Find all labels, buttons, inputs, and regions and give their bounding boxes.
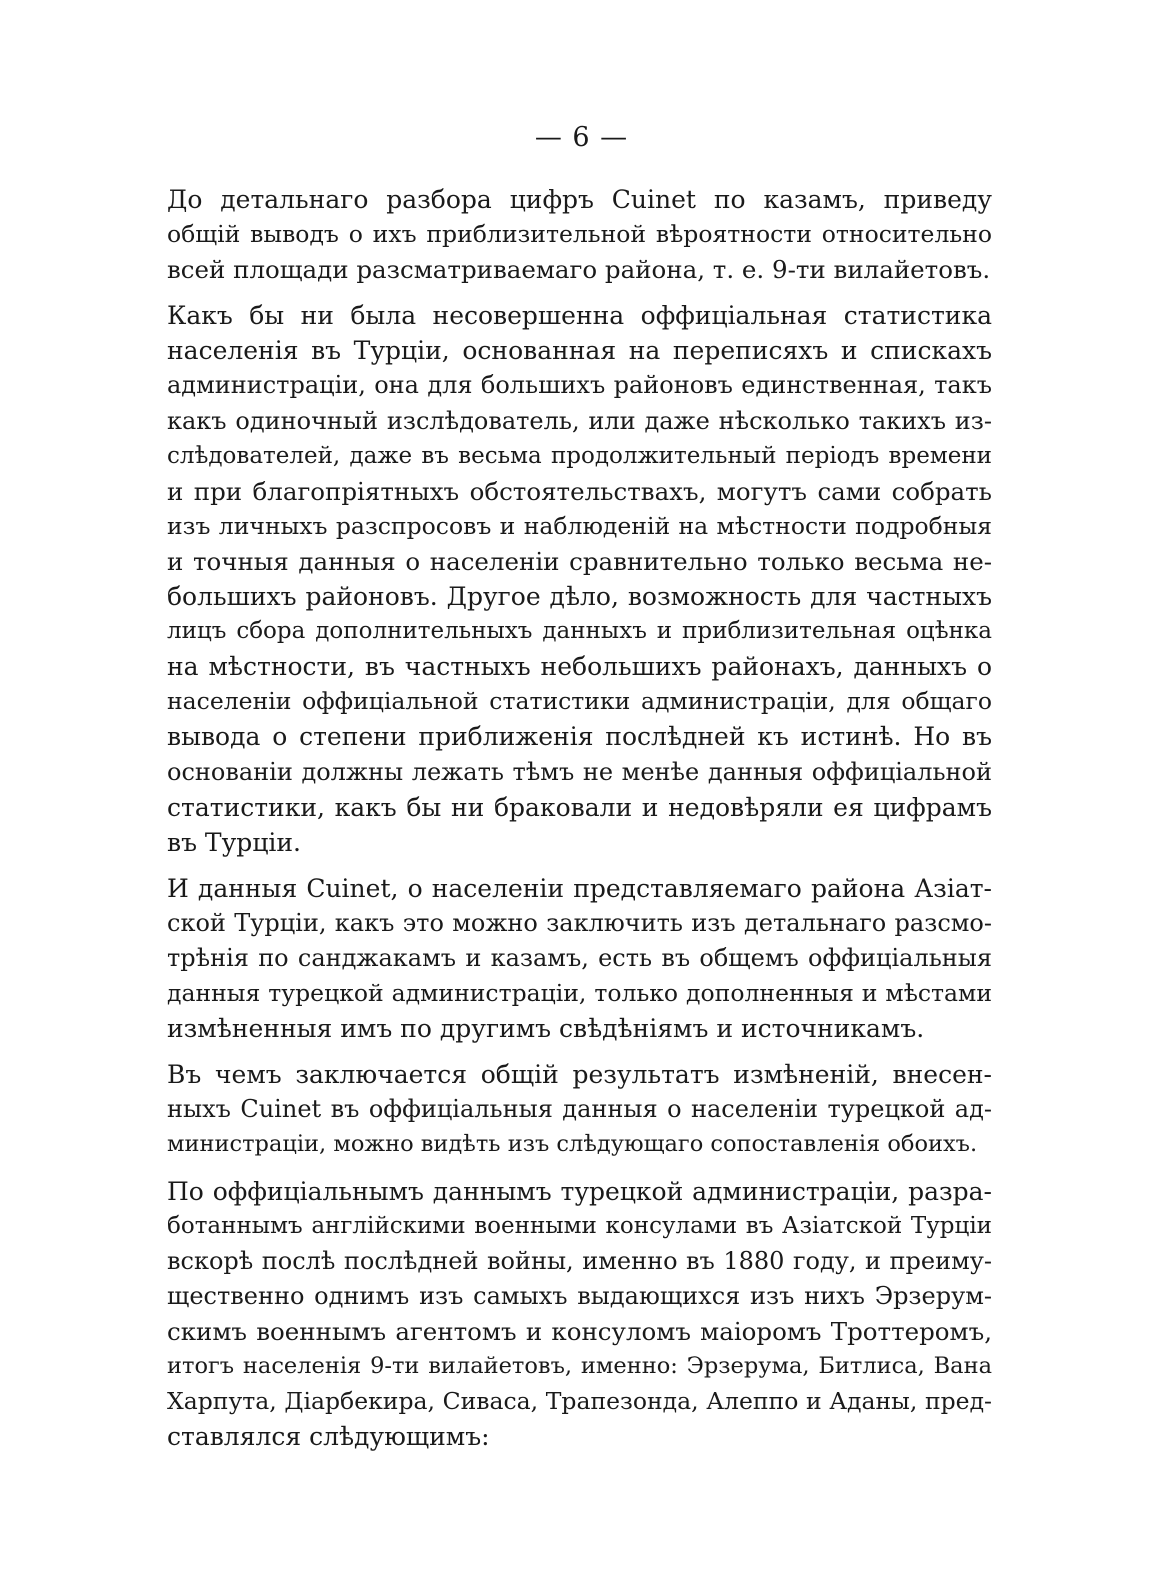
paragraph-1 xyxy=(167,182,992,287)
text-line: большихъ районовъ. Другое дѣло, возможность для частныхъ xyxy=(167,582,992,612)
text-line: скимъ военнымъ агентомъ и консуломъ маіоромъ Троттеромъ, xyxy=(167,1316,992,1346)
text-line: слѣдователей, даже въ весьма продолжительный періодъ времени xyxy=(167,442,992,469)
text-line: И данныя Cuinet, о населеніи представляемаго района Азіат- xyxy=(167,873,992,903)
text-line: ской Турціи, какъ это можно заключить изъ детальнаго разсмо- xyxy=(167,908,992,937)
text-line: Въ чемъ заключается общій результатъ измѣненій, внесен- xyxy=(167,1060,992,1090)
paragraph-5 xyxy=(167,1174,992,1455)
text-line: Какъ бы ни была несовершенна оффиціальная статистика xyxy=(167,301,992,331)
text-line: По оффиціальнымъ даннымъ турецкой администраціи, разра- xyxy=(167,1176,992,1206)
text-line: До детальнаго разбора цифръ Cuinet по казамъ, приведу xyxy=(167,185,992,214)
text-line: данныя турецкой администраціи, только дополненныя и мѣстами xyxy=(167,979,992,1008)
text-line: ботаннымъ англійскими военными консулами въ Азіатской Турціи xyxy=(167,1212,992,1239)
text-line: итогъ населенія 9-ти вилайетовъ, именно: Эрзерума, Битлиса, Вана xyxy=(167,1353,992,1379)
text-line: и при благопріятныхъ обстоятельствахъ, могутъ сами собрать xyxy=(167,476,992,506)
text-line: Харпута, Діарбекира, Сиваса, Трапезонда, Алеппо и Аданы, пред- xyxy=(167,1387,992,1416)
text-line: ставлялся слѣдующимъ: xyxy=(167,1422,490,1452)
text-line: на мѣстности, въ частныхъ небольшихъ районахъ, данныхъ о xyxy=(167,652,992,682)
text-line: трѣнія по санджакамъ и казамъ, есть въ общемъ оффиціальныя xyxy=(167,943,992,972)
text-line: вывода о степени приближенія послѣдней къ истинѣ. Но въ xyxy=(167,722,992,752)
text-line: общій выводъ о ихъ приблизительной вѣроятности относительно xyxy=(167,220,992,249)
body-text xyxy=(167,182,992,1465)
text-line: щественно однимъ изъ самыхъ выдающихся изъ нихъ Эрзерум- xyxy=(167,1281,992,1310)
page-number: — 6 — xyxy=(534,122,629,153)
text-line: какъ одиночный изслѣдователь, или даже нѣсколько такихъ из- xyxy=(167,406,992,435)
text-line: изъ личныхъ разспросовъ и наблюденій на мѣстности подробныя xyxy=(167,511,992,540)
text-line: основаніи должны лежать тѣмъ не менѣе данныя оффиціальной xyxy=(167,757,992,786)
text-line: администраціи, она для большихъ районовъ единственная, такъ xyxy=(167,371,992,400)
text-line: министраціи, можно видѣть изъ слѣдующаго сопоставленія обоихъ. xyxy=(167,1131,978,1158)
text-line: измѣненныя имъ по другимъ свѣдѣніямъ и источникамъ. xyxy=(167,1014,925,1044)
paragraph-3 xyxy=(167,871,992,1046)
text-line: статистики, какъ бы ни браковали и недовѣряли ея цифрамъ xyxy=(167,792,992,822)
text-line: населеніи оффиціальной статистики администраціи, для общаго xyxy=(167,687,992,716)
paragraph-4 xyxy=(167,1057,992,1162)
text-line: вскорѣ послѣ послѣдней войны, именно въ 1880 году, и преиму- xyxy=(167,1246,992,1275)
paragraph-2 xyxy=(167,298,992,860)
text-line: ныхъ Cuinet въ оффиціальныя данныя о населеніи турецкой ад- xyxy=(167,1095,992,1124)
text-line: населенія въ Турціи, основанная на переписяхъ и спискахъ xyxy=(167,336,992,366)
text-line: въ Турціи. xyxy=(167,827,301,857)
text-line: всей площади разсматриваемаго района, т. е. 9-ти вилайетовъ. xyxy=(167,255,991,285)
text-line: и точныя данныя о населеніи сравнительно только весьма не- xyxy=(167,546,992,576)
text-line: лицъ сбора дополнительныхъ данныхъ и приблизительная оцѣнка xyxy=(167,618,992,645)
